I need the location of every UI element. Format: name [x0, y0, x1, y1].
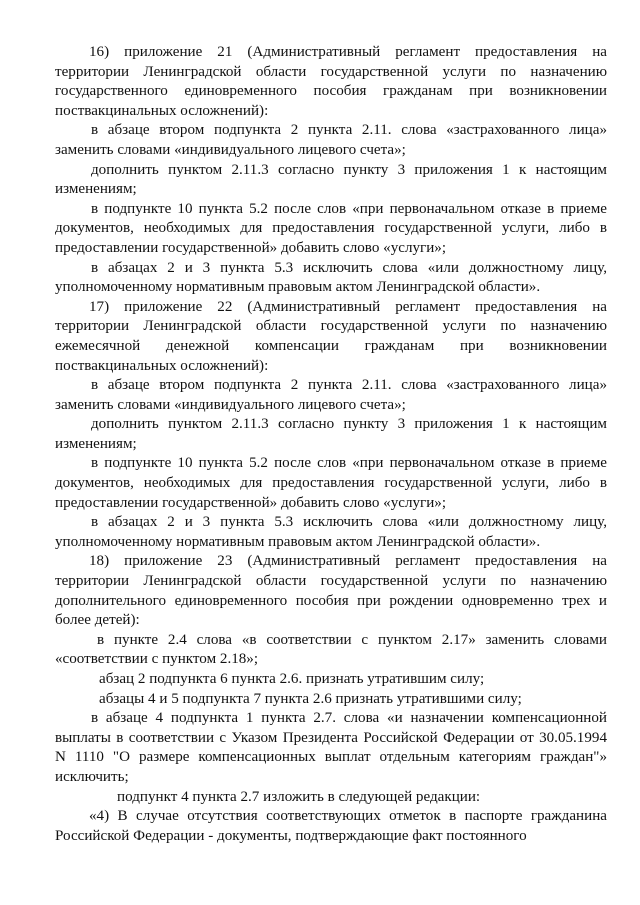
text-line: поствакцинальных осложнений):	[55, 102, 269, 119]
text-line: изменениям;	[55, 181, 137, 198]
text-line: в абзаце втором подпункта 2 пункта 2.11. слова «застрахованного лица»	[91, 377, 607, 394]
paragraph	[55, 690, 607, 710]
paragraph	[55, 454, 607, 513]
text-line: в подпункте 10 пункта 5.2 после слов «при первоначальном отказе в приеме	[91, 455, 607, 472]
text-line: абзацы 4 и 5 подпункта 7 пункта 2.6 признать утратившими силу;	[99, 690, 522, 707]
paragraph	[55, 788, 607, 808]
text-line: «4) В случае отсутствия соответствующих отметок в паспорте гражданина	[89, 808, 607, 825]
paragraph	[55, 552, 607, 630]
text-line: уполномоченному нормативным правовым актом Ленинградской области».	[55, 279, 541, 296]
paragraph	[55, 121, 607, 160]
paragraph	[55, 376, 607, 415]
text-line: в пункте 2.4 слова «в соответствии с пунктом 2.17» заменить словами	[97, 631, 607, 648]
text-line: исключить;	[55, 768, 129, 785]
text-line: выплаты в соответствии с Указом Президента Российской Федерации от 30.05.1994	[55, 729, 607, 746]
text-line: 17) приложение 22 (Административный регламент предоставления на	[89, 298, 607, 315]
text-line: абзац 2 подпункта 6 пункта 2.6. признать утратившим силу;	[99, 671, 485, 687]
paragraph	[55, 415, 607, 454]
text-line: заменить словами «индивидуального лицевого счета»;	[55, 396, 406, 413]
text-line: дополнить пунктом 2.11.3 согласно пункту 3 приложения 1 к настоящим	[91, 161, 607, 178]
text-line: предоставлении государственной» добавить слово «услуги»;	[55, 239, 447, 256]
document-body	[55, 43, 607, 846]
paragraph	[55, 631, 607, 670]
text-line: более детей):	[55, 612, 140, 629]
text-line: в абзацах 2 и 3 пункта 5.3 исключить слова «или должностному лицу,	[91, 514, 607, 531]
text-line: 16) приложение 21 (Административный регламент предоставления на	[89, 44, 607, 60]
text-line: N 1110 "О размере компенсационных выплат отдельным категориям граждан"»	[55, 749, 607, 766]
text-line: территории Ленинградской области государственной услуги по назначению	[55, 318, 607, 335]
paragraph	[55, 298, 607, 376]
text-line: ежемесячной денежной компенсации гражданам при возникновении	[55, 337, 607, 354]
paragraph	[55, 259, 607, 298]
text-line: в абзацах 2 и 3 пункта 5.3 исключить слова «или должностному лицу,	[91, 259, 607, 276]
text-line: в абзаце втором подпункта 2 пункта 2.11. слова «застрахованного лица»	[91, 122, 607, 139]
text-line: подпункт 4 пункта 2.7 изложить в следующей редакции:	[117, 788, 481, 805]
text-line: государственного единовременного пособия гражданам при возникновении	[55, 83, 607, 100]
paragraph	[55, 43, 607, 121]
paragraph	[55, 200, 607, 259]
paragraph	[55, 807, 607, 846]
text-line: поствакцинальных осложнений):	[55, 357, 269, 374]
text-line: дополнительного единовременного пособия при рождении одновременно трех и	[55, 592, 607, 609]
text-line: уполномоченному нормативным правовым актом Ленинградской области».	[55, 533, 541, 550]
paragraph	[55, 709, 607, 787]
text-line: предоставлении государственной» добавить слово «услуги»;	[55, 494, 447, 511]
text-line: документов, необходимых для предоставления государственной услуги, либо в	[55, 220, 607, 237]
text-line: изменениям;	[55, 435, 137, 452]
text-line: в подпункте 10 пункта 5.2 после слов «при первоначальном отказе в приеме	[91, 200, 607, 217]
text-line: территории Ленинградской области государственной услуги по назначению	[55, 63, 607, 80]
text-line: «соответствии с пунктом 2.18»;	[55, 651, 259, 668]
text-line: дополнить пунктом 2.11.3 согласно пункту 3 приложения 1 к настоящим	[91, 416, 607, 433]
text-line: 18) приложение 23 (Административный регламент предоставления на	[89, 553, 607, 570]
paragraph	[55, 670, 607, 690]
text-line: заменить словами «индивидуального лицевого счета»;	[55, 141, 406, 158]
paragraph	[55, 161, 607, 200]
text-line: в абзаце 4 подпункта 1 пункта 2.7. слова «и назначении компенсационной	[91, 710, 607, 727]
text-line: Российской Федерации - документы, подтверждающие факт постоянного	[55, 827, 527, 844]
paragraph	[55, 513, 607, 552]
text-line: документов, необходимых для предоставления государственной услуги, либо в	[55, 475, 607, 492]
text-line: территории Ленинградской области государственной услуги по назначению	[55, 573, 607, 590]
